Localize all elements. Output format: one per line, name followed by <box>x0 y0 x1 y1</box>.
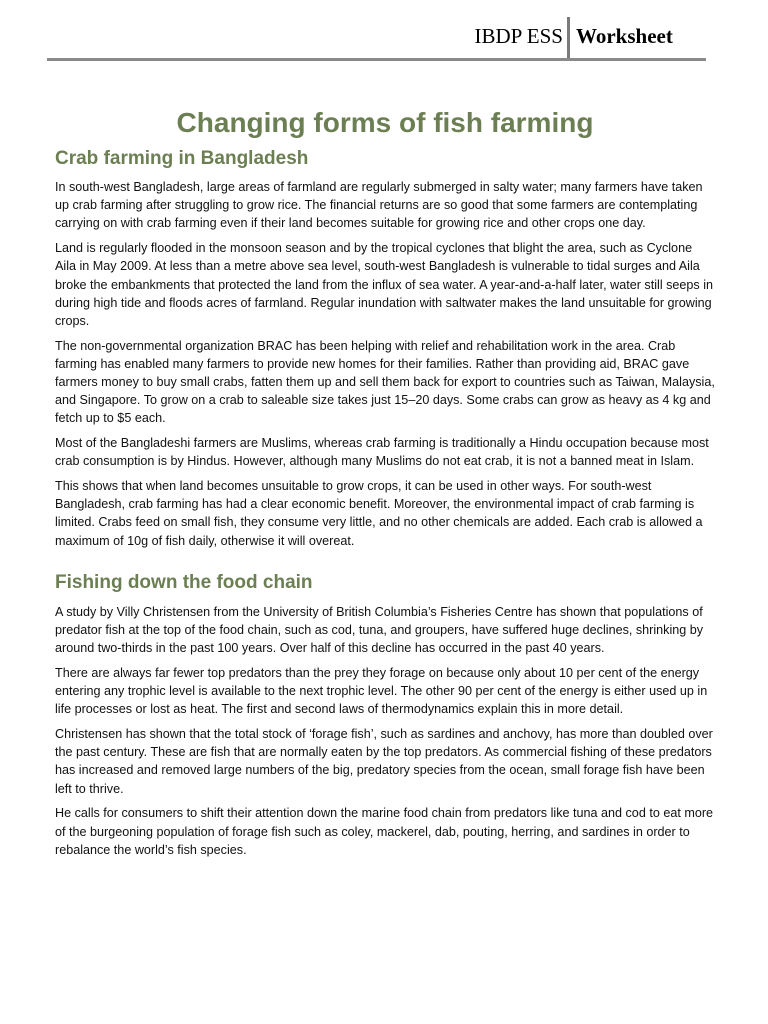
header-doc-type: Worksheet <box>576 24 673 48</box>
section-food-chain <box>55 571 715 859</box>
section-crab-farming <box>55 147 715 550</box>
paragraph: Christensen has shown that the total stock of ‘forage fish’, such as sardines and anchovy, has more than doubled over the past century. These are fish that are normally eaten by the top predators. As commercial fishing of these predators has increased and removed large numbers of the big, predatory species from the ocean, small forage fish have been left to thrive. <box>55 727 713 796</box>
paragraph: The non-governmental organization BRAC has been helping with relief and rehabilitation work in the area. Crab farming has enabled many farmers to provide new homes for their families. Rather than providing aid, BRAC gave farmers money to buy small crabs, fatten them up and sell them back for export to countries such as Taiwan, Malaysia, and Singapore. To grow on a crab to saleable size takes just 15–20 days. Some crabs can grow as heavy as 4 kg and fetch up to $5 each. <box>55 338 715 426</box>
section-heading: Fishing down the food chain <box>55 571 313 593</box>
page-title: Changing forms of fish farming <box>176 107 594 138</box>
paragraph: Land is regularly flooded in the monsoon season and by the tropical cyclones that blight the area, such as Cyclone Aila in May 2009. At less than a metre above sea level, south-west Bangladesh is vulnerable to tidal surges and Aila broke the embankments that protected the land from the influx of sea water. A year-and-a-half later, water still seeps in during high tide and floods acres of farmland. Regular inundation with saltwater makes the land unsuitable for growing crops. <box>55 241 714 328</box>
paragraph: There are always far fewer top predators than the prey they forage on because only about 10 per cent of the energy entering any trophic level is available to the next trophic level. The other 90 per cent of the energy is either used up in life processes or lost as heat. The first and second laws of thermodynamics explain this in more detail. <box>55 665 708 717</box>
paragraph: A study by Villy Christensen from the University of British Columbia’s Fisheries Centre has shown that populations of predator fish at the top of the food chain, such as cod, tuna, and groupers, have suffered huge declines, shrinking by around two-thirds in the past 100 years. Over half of this decline has occurred in the past 40 years. <box>55 604 704 656</box>
paragraph: This shows that when land becomes unsuitable to grow crops, it can be used in other ways. For south-west Bangladesh, crab farming has had a clear economic benefit. Moreover, the environmental impact of crab farming is limited. Crabs feed on small fish, they consume very little, and no other chemicals are added. Each crab is allowed a maximum of 10g of fish daily, otherwise it will overeat. <box>55 479 703 548</box>
header-separator <box>567 17 570 59</box>
document-body <box>55 105 715 859</box>
paragraph: Most of the Bangladeshi farmers are Muslims, whereas crab farming is traditionally a Hindu occupation because most crab consumption is by Hindus. However, although many Muslims do not eat crab, it is not a banned meat in Islam. <box>55 436 709 469</box>
section-heading: Crab farming in Bangladesh <box>55 148 309 169</box>
header-rule <box>47 58 706 61</box>
header-course: IBDP ESS <box>474 24 563 48</box>
paragraph: He calls for consumers to shift their attention down the marine food chain from predators like tuna and cod to eat more of the burgeoning population of forage fish such as coley, mackerel, dab, pouting, herring, and sardines in order to rebalance the world’s fish species. <box>55 806 714 857</box>
page-header <box>0 0 768 62</box>
paragraph: In south-west Bangladesh, large areas of farmland are regularly submerged in salty water; many farmers have taken up crab farming after struggling to grow rice. The financial returns are so good that some farmers are contemplating carrying on with crab farming even if their land becomes suitable for growing rice and other crops one day. <box>55 180 703 231</box>
